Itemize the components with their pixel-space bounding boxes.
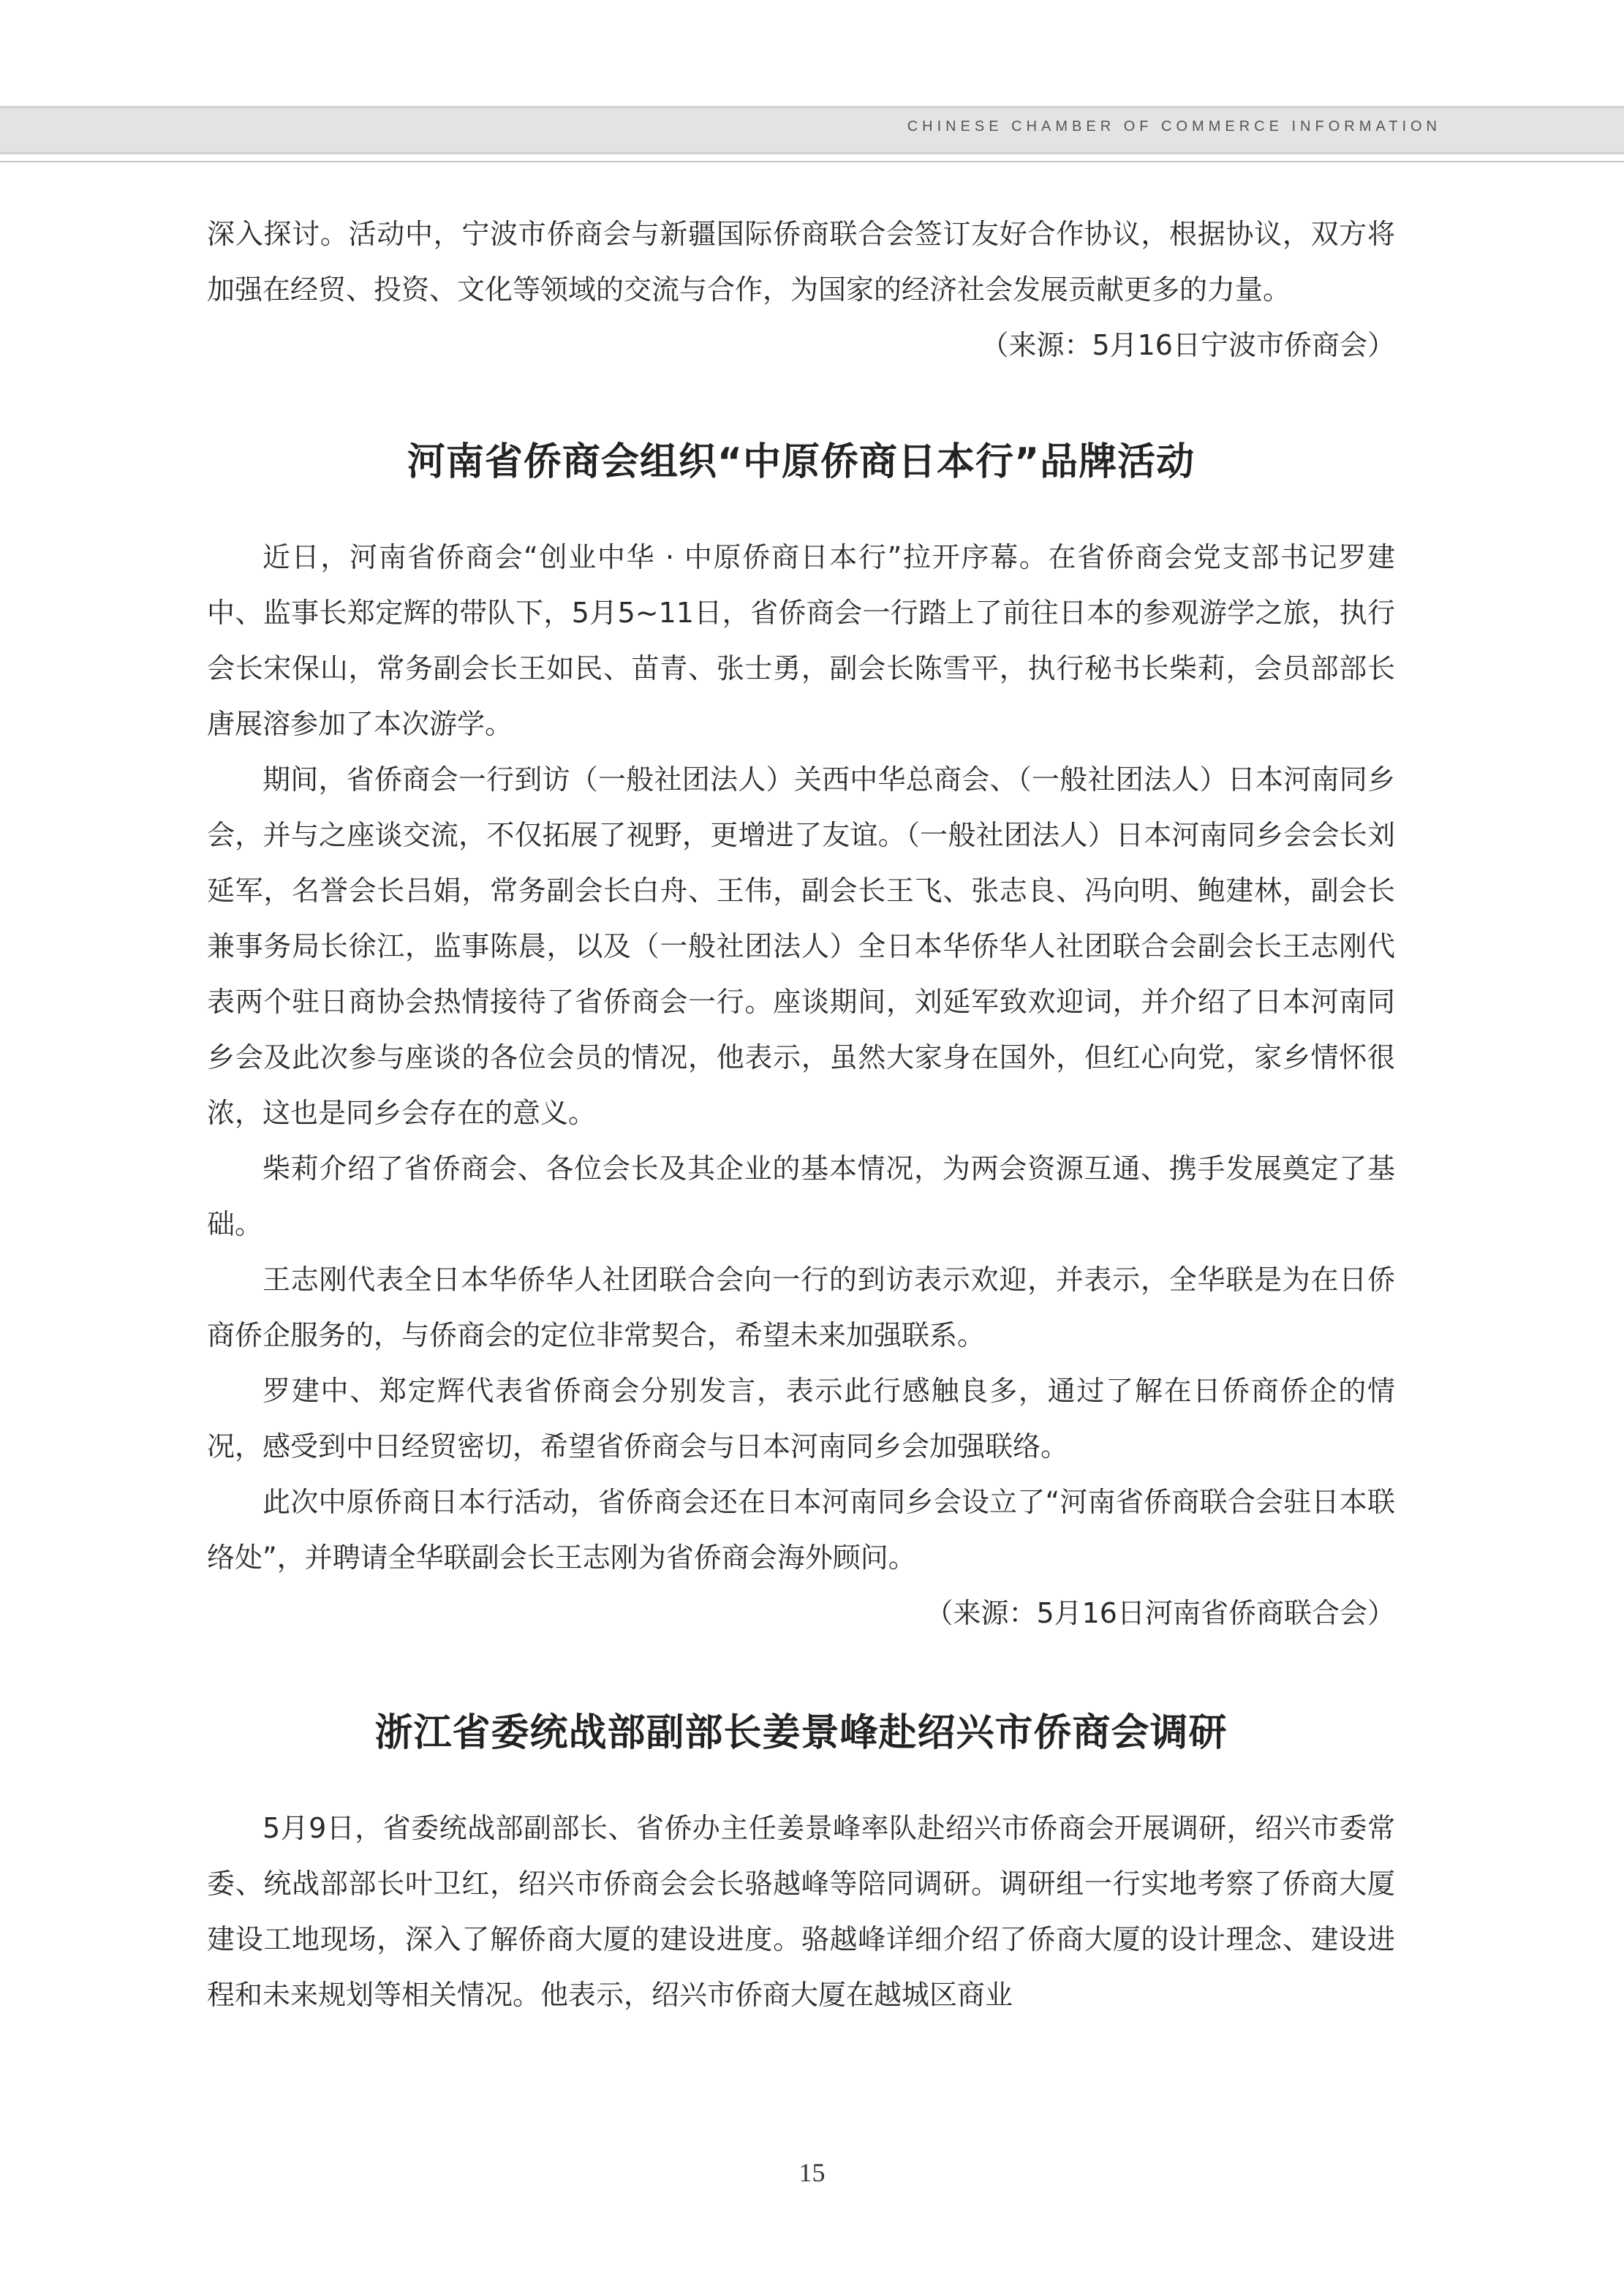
- article1-paragraph: 期间，省侨商会一行到访（一般社团法人）关西中华总商会、（一般社团法人）日本河南同乡会，并与之座谈交流，不仅拓展了视野，更增进了友谊。（一般社团法人）日本河南同乡会会长刘延军，名誉会长吕娟，常务副会长白舟、王伟，副会长王飞、张志良、冯向明、鲍建林，副会长兼事务局长徐江，监事陈晨，以及（一般社团法人）全日本华侨华人社团联合会副会长王志刚代表两个驻日商协会热情接待了省侨商会一行。座谈期间，刘延军致欢迎词，并介绍了日本河南同乡会及此次参与座谈的各位会员的情况，他表示，虽然大家身在国外，但红心向党，家乡情怀很浓，这也是同乡会存在的意义。: [207, 763, 1395, 1129]
- article1-title: 河南省侨商会组织“中原侨商日本行”品牌活动: [407, 440, 1196, 484]
- article1-paragraph: 王志刚代表全日本华侨华人社团联合会向一行的到访表示欢迎，并表示，全华联是为在日侨商侨企服务的，与侨商会的定位非常契合，希望未来加强联系。: [207, 1264, 1395, 1351]
- article1-source: （来源：5月16日河南省侨商联合会）: [925, 1597, 1395, 1629]
- article2-paragraph: 5月9日，省委统战部副部长、省侨办主任姜景峰率队赴绍兴市侨商会开展调研，绍兴市委常委、统战部部长叶卫红，绍兴市侨商会会长骆越峰等陪同调研。调研组一行实地考察了侨商大厦建设工地现场，深入了解侨商大厦的建设进度。骆越峰详细介绍了侨商大厦的设计理念、建设进程和未来规划等相关情况。他表示，绍兴市侨商大厦在越城区商业: [207, 1812, 1395, 2011]
- article1-paragraph: 近日，河南省侨商会“创业中华 · 中原侨商日本行”拉开序幕。在省侨商会党支部书记罗建中、监事长郑定辉的带队下，5月5~11日，省侨商会一行踏上了前往日本的参观游学之旅，执行会长宋保山，常务副会长王如民、苗青、张士勇，副会长陈雪平，执行秘书长柴莉，会员部部长唐展溶参加了本次游学。: [207, 541, 1395, 740]
- article1-paragraph: 罗建中、郑定辉代表省侨商会分别发言，表示此行感触良多，通过了解在日侨商侨企的情况，感受到中日经贸密切，希望省侨商会与日本河南同乡会加强联络。: [207, 1375, 1395, 1463]
- intro-source: （来源：5月16日宁波市侨商会）: [981, 329, 1395, 361]
- intro-paragraph: 深入探讨。活动中，宁波市侨商会与新疆国际侨商联合会签订友好合作协议，根据协议，双方将加强在经贸、投资、文化等领域的交流与合作，为国家的经济社会发展贡献更多的力量。: [207, 218, 1395, 306]
- page-number: 15: [798, 2158, 826, 2187]
- article2-title: 浙江省委统战部副部长姜景峰赴绍兴市侨商会调研: [374, 1711, 1228, 1755]
- page-content: [207, 206, 1395, 2023]
- article1-paragraph: 此次中原侨商日本行活动，省侨商会还在日本河南同乡会设立了“河南省侨商联合会驻日本联络处”，并聘请全华联副会长王志刚为省侨商会海外顾问。: [207, 1486, 1395, 1574]
- article1-paragraph: 柴莉介绍了省侨商会、各位会长及其企业的基本情况，为两会资源互通、携手发展奠定了基础。: [207, 1152, 1395, 1240]
- header-divider: [0, 161, 1624, 162]
- running-header: CHINESE CHAMBER OF COMMERCE INFORMATION: [907, 118, 1441, 135]
